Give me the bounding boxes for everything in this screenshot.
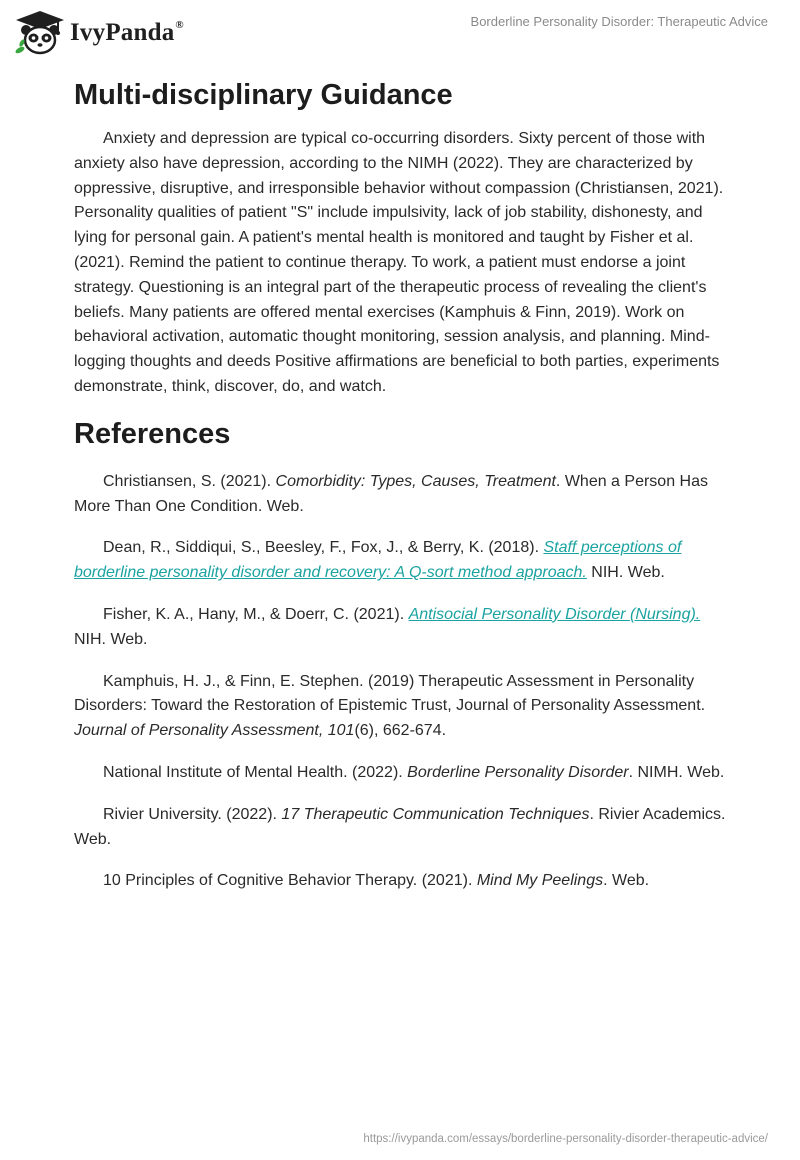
reference-item: National Institute of Mental Health. (2022). Borderline Personality Disorder. NIMH. Web.	[103, 763, 725, 781]
reference-item: 10 Principles of Cognitive Behavior Therapy. (2021). Mind My Peelings. Web.	[103, 872, 650, 890]
panda-graduation-cap-icon	[14, 10, 66, 56]
section-heading-guidance: Multi-disciplinary Guidance	[74, 79, 453, 111]
document-body	[74, 70, 734, 894]
reference-item: Kamphuis, H. J., & Finn, E. Stephen. (2019) Therapeutic Assessment in Personality Disorders: Toward the Restoration of Epistemic Trust, Journal of Personality Assessment. Journal of Personality Assessment, 101(6), 662-674.	[74, 672, 706, 740]
reference-link-antisocial-personality-disorder[interactable]: Antisocial Personality Disorder (Nursing).	[408, 605, 701, 623]
reference-list	[74, 470, 734, 894]
reference-item: Rivier University. (2022). 17 Therapeutic Communication Techniques. Rivier Academics. Web.	[74, 805, 726, 848]
page-header	[0, 0, 800, 70]
document-running-title: Borderline Personality Disorder: Therapeutic Advice	[470, 14, 768, 29]
guidance-paragraph: Anxiety and depression are typical co-occurring disorders. Sixty percent of those with anxiety also have depression, according to the NIMH (2022). They are characterized by oppressive, disruptive, and irresponsible behavior without compassion (Christiansen, 2021). Personality qualities of patient "S" include impulsivity, lack of job stability, dishonesty, and lying for personal gain. A patient's mental health is monitored and taught by Fisher et al. (2021). Remind the patient to continue therapy. To work, a patient must endorse a joint strategy. Questioning is an integral part of the therapeutic process of revealing the client's beliefs. Many patients are offered mental exercises (Kamphuis & Finn, 2019). Work on behavioral activation, automatic thought monitoring, session analysis, and planning. Mind-logging thoughts and deeds Positive affirmations are beneficial to both parties, experiments demonstrate, think, discover, do, and watch.	[74, 130, 724, 395]
logo-wordmark: IvyPanda®	[70, 19, 184, 46]
reference-item: Fisher, K. A., Hany, M., & Doerr, C. (2021). Antisocial Personality Disorder (Nursing). NIH. Web.	[74, 605, 701, 648]
ivypanda-logo[interactable]	[14, 10, 184, 56]
source-url[interactable]: https://ivypanda.com/essays/borderline-personality-disorder-therapeutic-advice/	[363, 1133, 768, 1145]
reference-item: Dean, R., Siddiqui, S., Beesley, F., Fox, J., & Berry, K. (2018). Staff perceptions of borderline personality disorder and recovery: A Q-sort method approach. NIH. Web.	[74, 539, 682, 582]
section-heading-references: References	[74, 417, 231, 450]
reference-item: Christiansen, S. (2021). Comorbidity: Types, Causes, Treatment. When a Person Has More Than One Condition. Web.	[74, 472, 708, 515]
reference-link-staff-perceptions[interactable]: Staff perceptions of borderline personality disorder and recovery: A Q-sort method approach.	[74, 539, 682, 582]
